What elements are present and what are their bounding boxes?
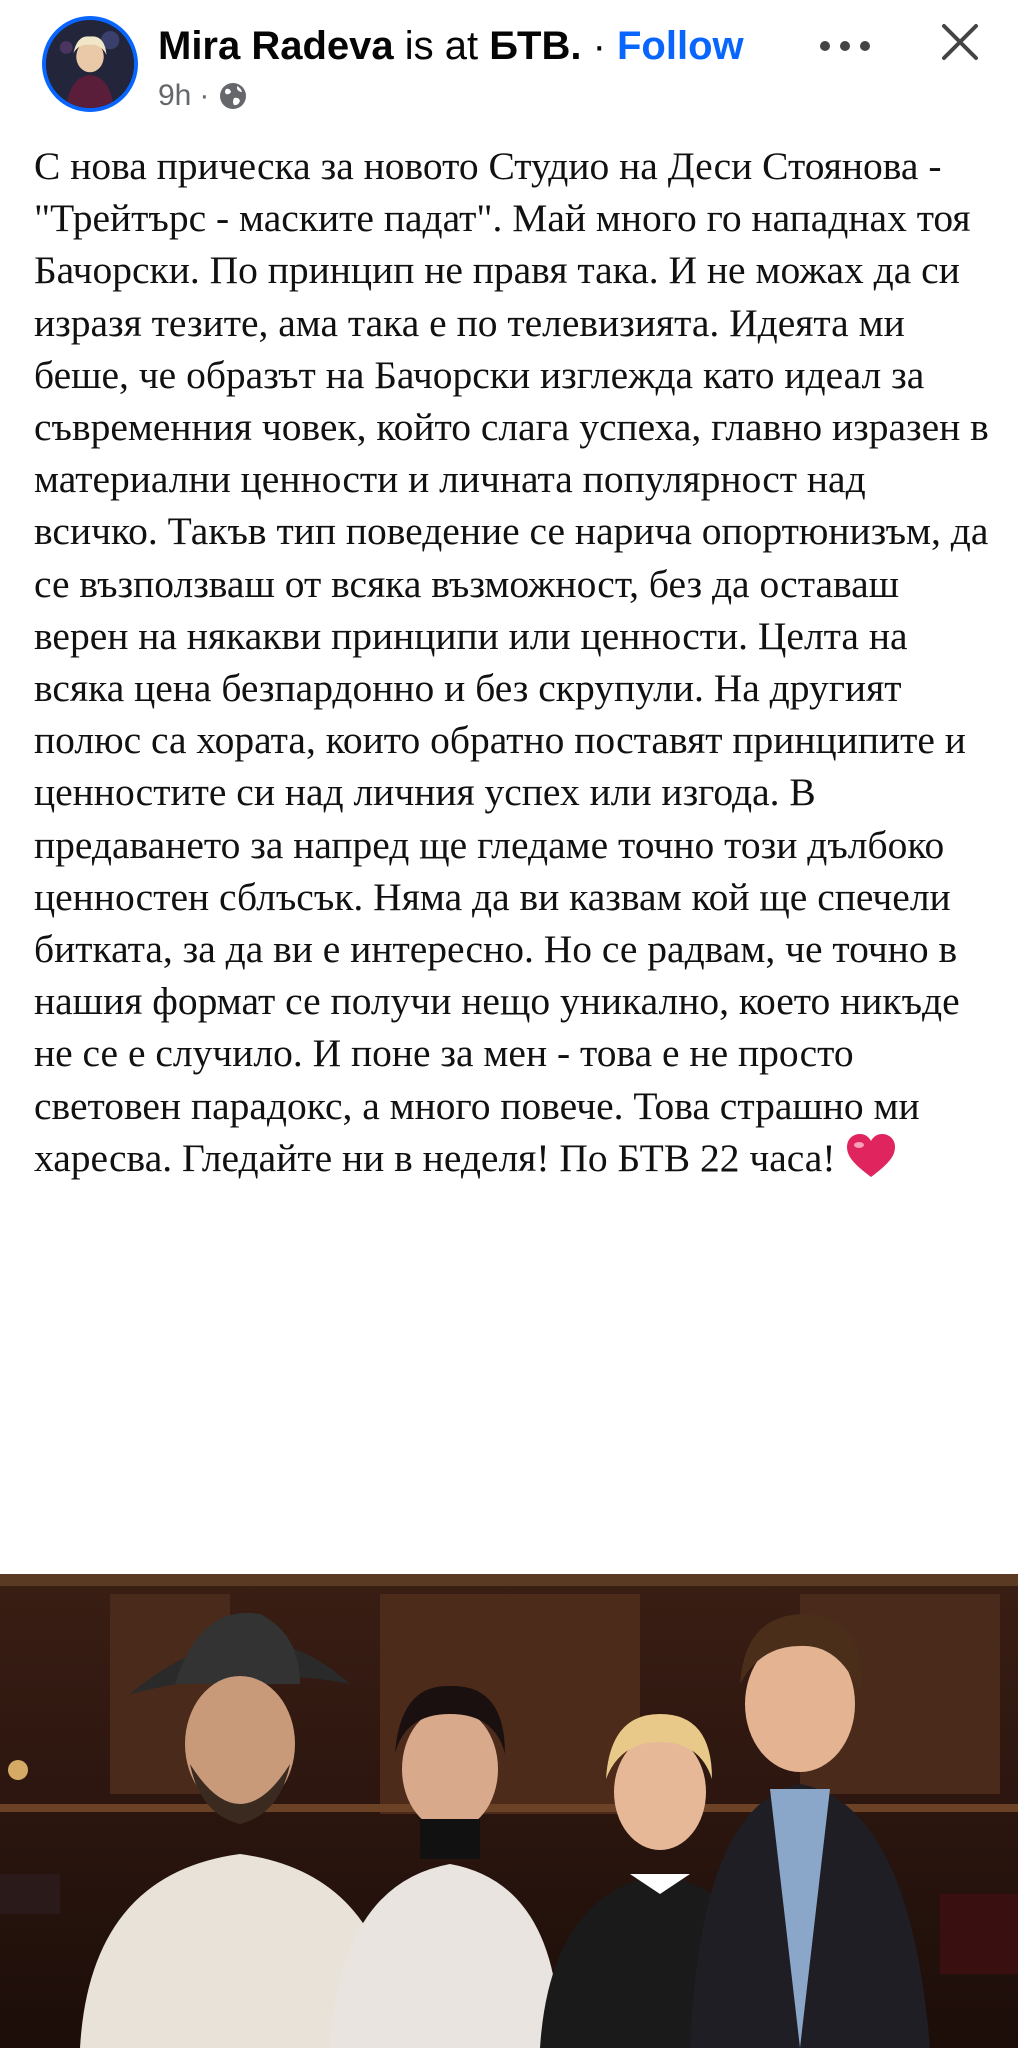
dot bbox=[840, 41, 850, 51]
location-name[interactable]: БТВ. bbox=[489, 24, 582, 68]
author-name[interactable]: Mira Radeva bbox=[158, 24, 394, 68]
globe-icon[interactable] bbox=[217, 80, 249, 112]
post-body bbox=[34, 140, 994, 1184]
post-meta bbox=[158, 78, 249, 114]
post-title-line bbox=[158, 22, 744, 70]
title-separator: · bbox=[581, 24, 617, 68]
follow-button[interactable]: Follow bbox=[617, 24, 744, 68]
dot bbox=[860, 41, 870, 51]
post-time[interactable]: 9h bbox=[158, 79, 192, 112]
post-text: С нова прическа за новото Студио на Деси Стоянова - "Трейтърс - маските падат". Май много го нападнах тоя Бачорски. По принцип не правя така. И не можах да си изразя тезите, ама така е по телевизията. Идеята ми беше, че образът на Бачорски изглежда като идеал за съвременния човек, който слага успеха, главно изразен в материални ценности и личната популярност над всичко. Такъв тип поведение се нарича опортюнизъм, да се възползваш от всяка възможност, без да оставаш верен на някакви принципи или ценности. Целта на всяка цена безпардонно и без скрупули. На другият полюс са хората, които обратно поставят принципите и ценностите си над личния успех или изгода. В предаването за напред ще гледаме точно този дълбоко ценностен сблъсък. Няма да ви казвам кой ще спечели битката, за да ви е интересно. Но се радвам, че точно в нашия формат се получи нещо уникално, което никъде не се е случило. И поне за мен - това е не просто световен парадокс, а много повече. Това страшно ми харесва. Гледайте ни в неделя! По БТВ 22 часа! bbox=[34, 144, 989, 1180]
group-photo bbox=[0, 1574, 1018, 2048]
location-prefix: is at bbox=[393, 24, 490, 68]
post-header bbox=[0, 0, 1018, 130]
meta-separator: · bbox=[199, 79, 210, 112]
author-avatar[interactable] bbox=[42, 16, 138, 112]
avatar-photo bbox=[46, 20, 134, 108]
red-heart-icon bbox=[845, 1133, 897, 1179]
post-photo[interactable] bbox=[0, 1574, 1018, 2048]
more-dots-icon[interactable] bbox=[820, 26, 870, 66]
close-icon[interactable] bbox=[938, 20, 982, 64]
dot bbox=[820, 41, 830, 51]
